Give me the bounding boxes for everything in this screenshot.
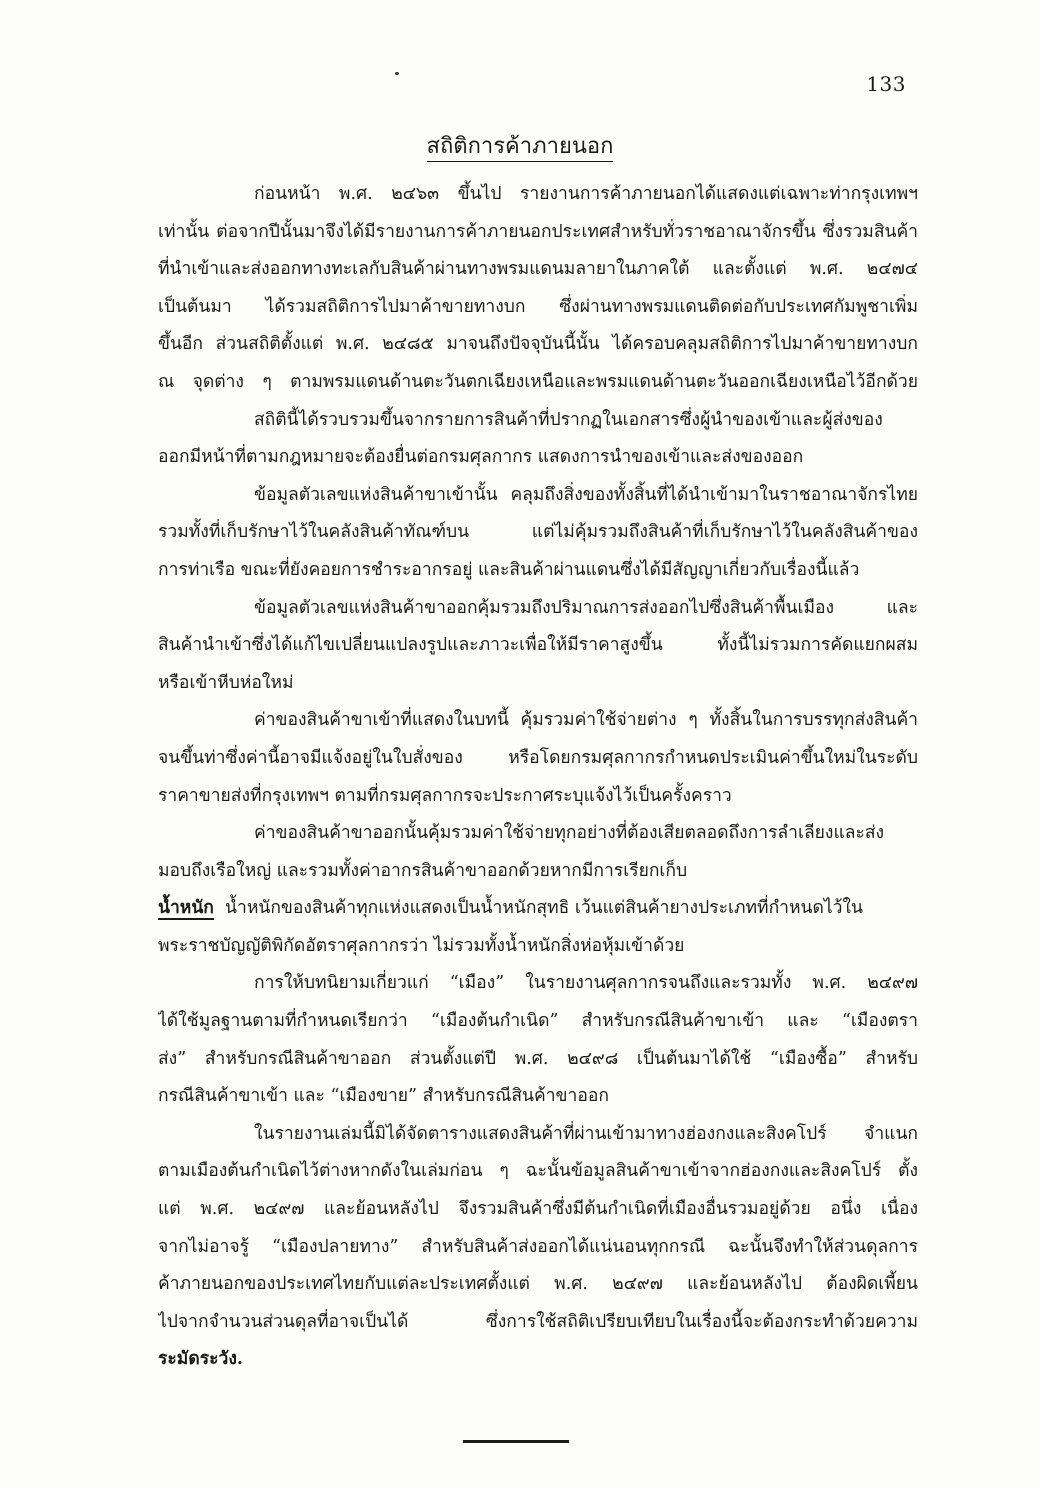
text-line: มอบถึงเรือใหญ่ และรวมทั้งค่าอากรสินค้าขาออกด้วยหากมีการเรียกเก็บ bbox=[158, 860, 688, 881]
text-line: สินค้านำเข้าซึ่งได้แก้ไขเปลี่ยนแปลงรูปและภาวะเพื่อให้มีราคาสูงขึ้น ทั้งนี้ไม่รวมการคัดแยกผสม bbox=[158, 635, 918, 656]
text-line: ระมัดระวัง. bbox=[158, 1349, 243, 1370]
text-line: จนขึ้นท่าซึ่งค่านี้อาจมีแจ้งอยู่ในใบสั่งของ หรือโดยกรมศุลกากรกำหนดประเมินค่าขึ้นใหม่ในระดับ bbox=[158, 747, 918, 768]
text-line: ส่ง” สำหรับกรณีสินค้าขาออก ส่วนตั้งแต่ปี พ.ศ. ๒๔๙๘ เป็นต้นมาได้ใช้ “เมืองซื้อ” สำหรับ bbox=[158, 1048, 918, 1069]
text-line: ค่าของสินค้าขาออกนั้นคุ้มรวมค่าใช้จ่ายทุกอย่างที่ต้องเสียตลอดถึงการลำเลียงและส่ง bbox=[254, 823, 885, 844]
text-line: ณ จุดต่าง ๆ ตามพรมแดนด้านตะวันตกเฉียงเหนือและพรมแดนด้านตะวันออกเฉียงเหนือไว้อีกด้วย bbox=[158, 371, 918, 392]
text-line: ไปจากจำนวนส่วนดุลที่อาจเป็นได้ ซึ่งการใช้สถิติเปรียบเทียบในเรื่องนี้จะต้องกระทำด้วยความ bbox=[158, 1311, 918, 1332]
text-span: น้ำหนักของสินค้าทุกแห่งแสดงเป็นน้ำหนักสุทธิ เว้นแต่สินค้ายางประเภทที่กำหนดไว้ใน bbox=[225, 898, 864, 919]
text-line: การให้บทนิยามเกี่ยวแก่ “เมือง” ในรายงานศุลกากรจนถึงและรวมทั้ง พ.ศ. ๒๔๙๗ bbox=[254, 973, 918, 994]
text-line: ก่อนหน้า พ.ศ. ๒๔๖๓ ขึ้นไป รายงานการค้าภายนอกได้แสดงแต่เฉพาะท่ากรุงเทพฯ bbox=[254, 184, 918, 204]
text-line: เท่านั้น ต่อจากปีนั้นมาจึงได้มีรายงานการค้าภายนอกประเทศสำหรับทั่วราชอาณาจักรขึ้น ซึ่งรวมสินค้า bbox=[158, 221, 918, 242]
body-text bbox=[158, 176, 918, 1379]
text-line: ค่าของสินค้าขาเข้าที่แสดงในบทนี้ คุ้มรวมค่าใช้จ่ายต่าง ๆ ทั้งสิ้นในการบรรทุกส่งสินค้า bbox=[254, 710, 918, 731]
weight-heading: น้ำหนัก bbox=[158, 898, 214, 919]
end-rule-divider bbox=[463, 1440, 569, 1443]
text-line: หรือเข้าหีบห่อใหม่ bbox=[158, 672, 294, 693]
weight-paragraph-line bbox=[158, 890, 918, 928]
text-line: ที่นำเข้าและส่งออกทางทะเลกับสินค้าผ่านทางพรมแดนมลายาในภาคใต้ และตั้งแต่ พ.ศ. ๒๔๗๔ bbox=[158, 259, 918, 280]
page-title-text: สถิติการค้าภายนอก bbox=[427, 134, 614, 162]
text-line: ได้ใช้มูลฐานตามที่กำหนดเรียกว่า “เมืองต้นกำเนิด” สำหรับกรณีสินค้าขาเข้า และ “เมืองตรา bbox=[158, 1011, 918, 1032]
text-line: แต่ พ.ศ. ๒๔๙๗ และย้อนหลังไป จึงรวมสินค้าซึ่งมีต้นกำเนิดที่เมืองอื่นรวมอยู่ด้วย อนึ่ง เนื่อง bbox=[158, 1199, 918, 1220]
text-line: การท่าเรือ ขณะที่ยังคอยการชำระอากรอยู่ และสินค้าผ่านแดนซึ่งได้มีสัญญาเกี่ยวกับเรื่องนี้แล้ว bbox=[158, 559, 860, 580]
scan-dot-mark bbox=[395, 72, 399, 75]
text-line: ข้อมูลตัวเลขแห่งสินค้าขาออกคุ้มรวมถึงปริมาณการส่งออกไปซึ่งสินค้าพื้นเมือง และ bbox=[254, 597, 918, 618]
text-line: รวมทั้งที่เก็บรักษาไว้ในคลังสินค้าทัณฑ์บน แต่ไม่คุ้มรวมถึงสินค้าที่เก็บรักษาไว้ในคลังสินค้าของ bbox=[158, 522, 918, 543]
text-line: สถิตินี้ได้รวบรวมขึ้นจากรายการสินค้าที่ปรากฏในเอกสารซึ่งผู้นำของเข้าและผู้ส่งของ bbox=[254, 409, 883, 430]
text-line: ขึ้นอีก ส่วนสถิติตั้งแต่ พ.ศ. ๒๔๘๕ มาจนถึงปัจจุบันนี้นั้น ได้ครอบคลุมสถิติการไปมาค้าขายทางบก bbox=[158, 334, 918, 355]
text-line: กรณีสินค้าขาเข้า และ “เมืองขาย” สำหรับกรณีสินค้าขาออก bbox=[158, 1086, 609, 1107]
text-line: พระราชบัญญัติพิกัดอัตราศุลกากรว่า ไม่รวมทั้งน้ำหนักสิ่งห่อหุ้มเข้าด้วย bbox=[158, 935, 685, 956]
text-line: ตามเมืองต้นกำเนิดไว้ต่างหากดังในเล่มก่อน ๆ ฉะนั้นข้อมูลสินค้าขาเข้าจากฮ่องกงและสิงคโปร์ ตั้ง bbox=[158, 1161, 918, 1182]
text-line: จากไม่อาจรู้ “เมืองปลายทาง” สำหรับสินค้าส่งออกได้แน่นอนทุกกรณี ฉะนั้นจึงทำให้ส่วนดุลการ bbox=[158, 1236, 918, 1257]
text-line: เป็นต้นมา ได้รวมสถิติการไปมาค้าขายทางบก ซึ่งผ่านทางพรมแดนติดต่อกับประเทศกัมพูชาเพิ่ม bbox=[158, 296, 918, 317]
page-title bbox=[0, 128, 1040, 163]
text-line: ในรายงานเล่มนี้มิได้จัดตารางแสดงสินค้าที่ผ่านเข้ามาทางฮ่องกงและสิงคโปร์ จำแนก bbox=[254, 1123, 918, 1144]
page-number: 133 bbox=[866, 72, 906, 96]
text-line: ราคาขายส่งที่กรุงเทพฯ ตามที่กรมศุลกากรจะประกาศระบุแจ้งไว้เป็นครั้งคราว bbox=[158, 785, 732, 806]
text-line: ออกมีหน้าที่ตามกฎหมายจะต้องยื่นต่อกรมศุลกากร แสดงการนำของเข้าและส่งของออก bbox=[158, 447, 804, 468]
text-line: ข้อมูลตัวเลขแห่งสินค้าขาเข้านั้น คลุมถึงสิ่งของทั้งสิ้นที่ได้นำเข้ามาในราชอาณาจักรไทย bbox=[254, 484, 918, 505]
text-line: ค้าภายนอกของประเทศไทยกับแต่ละประเทศตั้งแต่ พ.ศ. ๒๔๙๗ และย้อนหลังไป ต้องผิดเพี้ยน bbox=[158, 1274, 918, 1295]
